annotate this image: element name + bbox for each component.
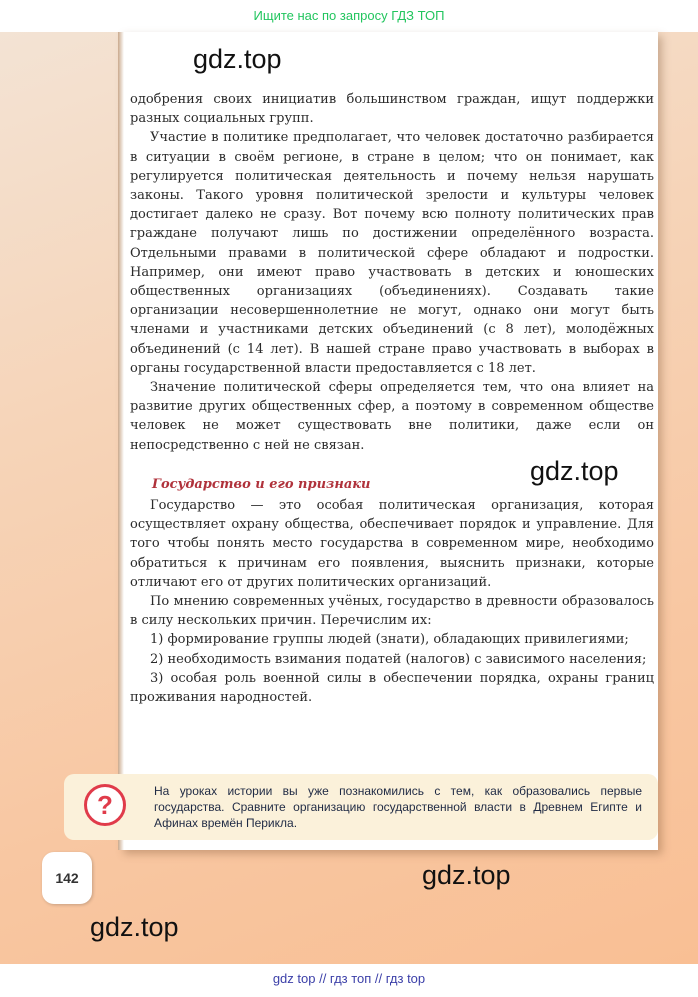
page-fold	[118, 32, 124, 850]
watermark: gdz.top	[422, 860, 511, 890]
watermark: gdz.top	[90, 912, 179, 942]
list-item: 3) особая роль военной силы в обеспечении порядка, охраны границ проживания народностей.	[130, 670, 654, 706]
top-banner[interactable]: Ищите нас по запросу ГДЗ ТОП	[0, 0, 698, 32]
paragraph: Значение политической сферы определяется тем, что она влияет на развитие других общественных сфер, а поэтому в современном обществе человек не может существовать вне политики, даже если он непосредственно с ней не связан.	[130, 380, 654, 453]
task-text: На уроках истории вы уже познакомились с тем, как образовались первые государства. Сравните организацию государственной власти в Древнем Египте и Афинах времён Перикла.	[154, 784, 642, 830]
list-item: 2) необходимость взимания податей (налогов) с зависимого населения;	[150, 651, 647, 667]
list-item: 1) формирование группы людей (знати), обладающих привилегиями;	[150, 632, 629, 648]
question-icon: ?	[84, 784, 126, 826]
paragraph: Участие в политике предполагает, что человек достаточно разбирается в ситуации в своём регионе, в стране в целом; что он понимает, как регулируется политическая деятельность и почему нельзя нарушать законы. Такого уровня политической зрелости и культуры человек достигает далеко не сразу. Вот почему всю полноту политических прав граждане получают лишь по достижении определённого возраста. Отдельными правами в политической сфере обладают и подростки. Например, они имеют право участвовать в детских и юношеских общественных организациях (объединениях). Создавать такие организации несовершеннолетние не могут, однако они могут быть членами и участниками детских объединений (с 8 лет), молодёжных объединений (с 14 лет). В нашей стране право участвовать в выборах в органы государственной власти предоставляется с 18 лет.	[130, 130, 654, 376]
body-text	[130, 90, 654, 707]
paragraph: одобрения своих инициатив большинством граждан, ищут поддержки разных социальных групп.	[130, 92, 654, 127]
page-number: 142	[42, 852, 92, 904]
paragraph: Государство — это особая политическая организация, которая осуществляет охрану общества, обеспечивает порядок и управление. Для того чтобы понять место государства в современном мире, необходимо обратиться к причинам его появления, выяснить признаки, которые отличают его от других политических организаций.	[130, 498, 654, 590]
watermark: gdz.top	[530, 456, 619, 486]
section-heading: Государство и его признаки	[152, 476, 371, 492]
watermark: gdz.top	[193, 44, 282, 74]
paragraph: По мнению современных учёных, государство в древности образовалось в силу нескольких причин. Перечислим их:	[130, 594, 654, 629]
footer-links[interactable]: gdz top // гдз топ // гдз top	[0, 964, 698, 997]
